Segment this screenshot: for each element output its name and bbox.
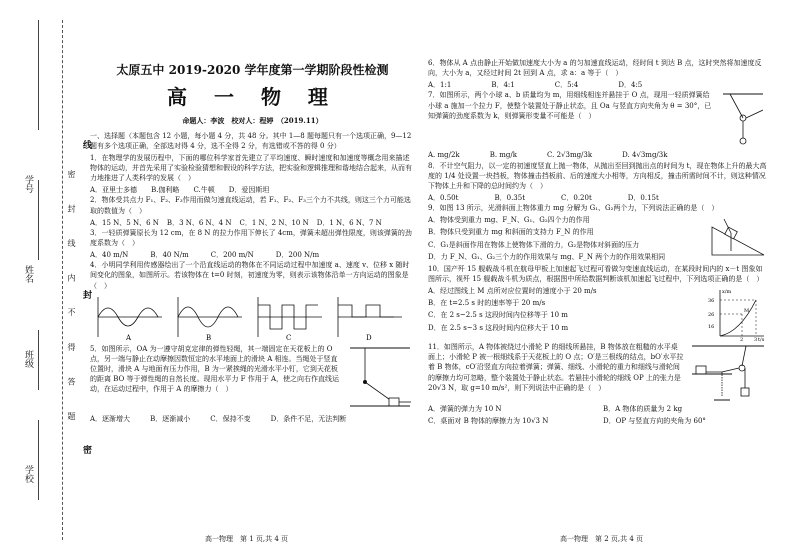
- binding-dashed-line: [62, 20, 63, 540]
- option: B．在 t=2.5 s 时的速率等于 20 m/s: [428, 299, 546, 308]
- class-blank-line: [38, 330, 39, 390]
- question-2-options: [90, 218, 415, 228]
- option: B．4:1: [491, 81, 515, 90]
- question-1: 1．在物理学的发展历程中，下面的哪位科学家首先建立了平均速度、瞬时速度和加速度等概念用来描述物体的运动，并首先采用了实验检验猜想和假设的科学方法，把实验和逻辑推理和谐地结合起来，从而有力地推进了人类科学的发展（ ）: [90, 153, 412, 183]
- question-7-figure: [718, 90, 768, 150]
- question-9-block: [428, 215, 768, 264]
- question-11-block: [428, 342, 768, 404]
- option: C.牛顿: [193, 186, 215, 195]
- question-4-graphs: [90, 293, 415, 341]
- exam-subject: 高 一 物 理: [167, 85, 338, 110]
- seal-warning-text: 密 封 线 内 不 得 答 题: [67, 170, 76, 432]
- option: A．15 N、5 N、6 N: [90, 218, 159, 227]
- question-11-figure: [688, 342, 768, 404]
- option: C．1 N、2 N、10 N: [239, 218, 309, 227]
- option: C. 2√3mg/3k: [547, 151, 593, 160]
- y-tick: 26: [708, 312, 715, 319]
- question-1-options: [90, 185, 415, 195]
- question-2: 2．物体受共点力 F₁、F₂、F₃作用而做匀速直线运动，若 F₁、F₂、F₃三个力不共线，则这三个力可能选取的数值为（ ）: [90, 196, 411, 215]
- question-3-options: [90, 250, 415, 260]
- right-column: [428, 58, 768, 428]
- option: D. 4√3mg/3k: [622, 151, 668, 160]
- class-label: 班级: [23, 350, 33, 368]
- graph-label-c: C: [286, 333, 292, 341]
- question-5: 5．如图所示，OA 为一遵守胡克定律的弹性轻绳，其一端固定在天花板上的 O 点，另一端与静止在动摩擦因数恒定的水平地面上的滑块 A 相连。当绳处于竖直位置时，滑块 A 与地面有压力作用，B 为一紧挨绳的光滑水平小钉，它到天花板的距离 BO 等于弹性绳的自然长度。现用水平力 F 作用于 A，使之向右作直线运动，在运动过程中，作用于 A 的摩擦力（ ）: [90, 344, 340, 394]
- question-9-options: [428, 215, 704, 264]
- option: B. mg/k: [489, 151, 518, 160]
- exam-meta: 命题人：李波 校对人：程婷 （2019.11）: [182, 116, 323, 126]
- question-6: 6．物体从 A 点由静止开始做加速度大小为 a 的匀加速直线运动，经时间 t 到达 B 点，这时突然将加速度反向，大小为 a，又经过时间 2t 回到 A 点，求 a：a 等于（ ）: [428, 59, 762, 78]
- x-tick: 3: [754, 337, 758, 343]
- question-5-options: [90, 414, 415, 424]
- option: D．力 F_N、G₁、G₂三个力的作用效果与 mg、F_N 两个力的作用效果相同: [428, 252, 666, 261]
- question-10-block: [428, 286, 768, 342]
- graph-xlabel: t/s: [758, 337, 765, 343]
- graph-label-a: A: [126, 333, 132, 341]
- question-5-block: [90, 344, 415, 414]
- left-column: [90, 62, 415, 424]
- option: C．保持不变: [210, 414, 251, 423]
- option: D．条件不足，无法判断: [270, 414, 347, 423]
- graph-label-b: B: [206, 333, 212, 341]
- option: A．逐渐增大: [90, 414, 131, 423]
- question-10-options: [428, 286, 702, 342]
- number-blank-line: [38, 20, 39, 130]
- option: A．0.50t: [428, 193, 459, 202]
- question-11: 11．如图所示，A 物体被绕过小滑轮 P 的细线所悬挂，B 物体放在粗糙的水平桌面上；小滑轮 P 被一根细线系于天花板上的 O 点；O′是三根线的结点，bO′水平拉着 B 物体，cO′沿竖直方向拉着弹簧；弹簧、细线、小滑轮的重力和细线与滑轮间的摩擦力均可忽略，整个装置处于静止状态。若悬挂小滑轮的细线 OP 上的张力是 20√3 N，取 g=10 m/s²，则下列说法中正确的是（ ）: [428, 343, 684, 392]
- name-label: 姓名: [23, 265, 33, 283]
- graph-c: [258, 297, 322, 337]
- question-9: 9．如图 13 所示，光滑斜面上物体重力 mg 分解为 G₁、G₂两个力，下列说法正确的是（ ）: [428, 204, 719, 213]
- option: C．在 2 s~2.5 s 这段时间内位移等于 10 m: [428, 311, 568, 320]
- option: B．物体只受到重力 mg 和斜面的支持力 F_N 的作用: [428, 228, 594, 237]
- marker-dense: 密: [81, 445, 91, 454]
- question-7-options: [428, 150, 768, 160]
- left-footer: 高一物理 第 1 页,共 4 页: [205, 535, 289, 543]
- question-5-figure: [345, 344, 415, 414]
- question-11-options: [428, 404, 768, 428]
- option: D．200 N/m: [275, 251, 320, 260]
- question-6-options: [428, 80, 768, 90]
- option: B．0.35t: [494, 193, 526, 202]
- option: B．A 物体的质量为 2 kg: [603, 405, 683, 414]
- school-label: 学校: [23, 465, 33, 483]
- graph-label-d: D: [366, 333, 372, 341]
- school-blank-line: [38, 420, 39, 500]
- question-3: 3．一轻质弹簧原长为 12 cm，在 8 N 的拉力作用下伸长了 4cm，弹簧未超出弹性限度，则该弹簧的劲度系数为（ ）: [90, 228, 412, 247]
- option: A．弹簧的弹力为 10 N: [428, 405, 502, 414]
- option: B．3 N、6 N、4 N: [166, 218, 232, 227]
- graph-d: [338, 297, 402, 337]
- option: D．OP 与竖直方向的夹角为 60°: [603, 417, 706, 426]
- graph-ylabel: x/m: [722, 289, 732, 296]
- option: D．4:5: [618, 81, 643, 90]
- student-number-label: 学号: [23, 175, 33, 193]
- option: A．1:1: [428, 81, 452, 90]
- y-tick: 16: [708, 324, 715, 331]
- option: C．G₁是斜面作用在物体上使物体下滑的力，G₂是物体对斜面的压力: [428, 240, 640, 249]
- exam-title: 太原五中 2019-2020 学年度第一学期阶段性检测: [116, 63, 389, 77]
- binding-strip: [0, 0, 92, 560]
- question-8-options: [428, 193, 768, 203]
- option: D．在 2.5 s~3 s 这段时间内位移大于 10 m: [428, 323, 569, 332]
- question-8: 8．不计空气阻力，以一定的初速度竖直上抛一物体，从抛出至回到抛出点的时间为 t，现在物体上升的最大高度的 1/4 处设置一块挡板，物体撞击挡板前、后的速度大小相等，方向相反，撞击所需时间不计，则这种情况下物体上升和下降的总时间约为（ ）: [428, 161, 767, 190]
- marker-line: 线: [81, 140, 91, 149]
- x-tick: 2: [740, 337, 744, 343]
- option: A．经过图线上 M 点所对应位置时的速度小于 20 m/s: [428, 287, 597, 296]
- graph-a: [98, 297, 162, 337]
- option: C．桌面对 B 物体的摩擦力为 10√3 N: [428, 417, 549, 426]
- question-10: 10．国产歼 15 舰载战斗机在航母甲板上加速起飞过程可看做匀变速直线运动，在某段时间内的 x－t 图象如图所示，视歼 15 舰载战斗机为质点，根据图中所给数据判断该机加速起飞过程中，下列选项正确的是（ ）: [428, 264, 764, 283]
- option: D．爱因斯坦: [228, 186, 270, 195]
- option: A．亚里士多德: [90, 186, 138, 195]
- question-7: 7．如图所示，两个小球 a、b 质量均为 m，用细线相连并悬挂于 O 点，现用一轻质弹簧给小球 a 施加一个拉力 F，使整个装置处于静止状态，且 Oa 与竖直方向夹角为 θ = 30°，已知弹簧的劲度系数为 k，则弹簧形变量不可能是（ ）: [428, 91, 712, 120]
- right-footer: 高一物理 第 2 页,共 4 页: [560, 535, 644, 543]
- option: A．物体受到重力 mg、F_N、G₁、G₂四个力的作用: [428, 216, 590, 225]
- point-label: M: [744, 308, 750, 315]
- option: B.伽利略: [151, 186, 180, 195]
- graph-b: [178, 297, 242, 337]
- option: B．40 N/m: [150, 251, 189, 260]
- question-9-figure: [708, 215, 768, 259]
- option: C．5:4: [554, 81, 579, 90]
- question-4: 4．小明同学利用传感器绘出了一个沿直线运动的物体在不同运动过程中加速度 a、速度 v、位移 x 随时间变化的图象，如图所示。若该物体在 t=0 时刻，初速度为零，则表示该物体沿单一方向运动的图象是（ ）: [90, 261, 410, 290]
- option: D．1 N、6 N、7 N: [316, 218, 382, 227]
- marker-seal: 封: [81, 290, 91, 299]
- option: D．0.15t: [627, 193, 659, 202]
- section-heading: 一、选择题（本题包含 12 小题，每小题 4 分，共 48 分。其中 1—8 题每题只有一个选项正确，9—12 题有多个选项正确，全部选对得 4 分，选不全得 2 分，有选错或不答的得 0 分）: [90, 131, 412, 150]
- y-tick: 36: [708, 298, 715, 305]
- option: C．0.20t: [561, 193, 592, 202]
- option: A．40 m/N: [90, 251, 129, 260]
- question-7-block: [428, 90, 768, 150]
- option: B．逐渐减小: [150, 414, 191, 423]
- name-blank-line: [38, 180, 39, 260]
- option: C．200 m/N: [210, 251, 254, 260]
- question-10-graph: [706, 286, 768, 342]
- option: A. mg/2k: [428, 151, 460, 160]
